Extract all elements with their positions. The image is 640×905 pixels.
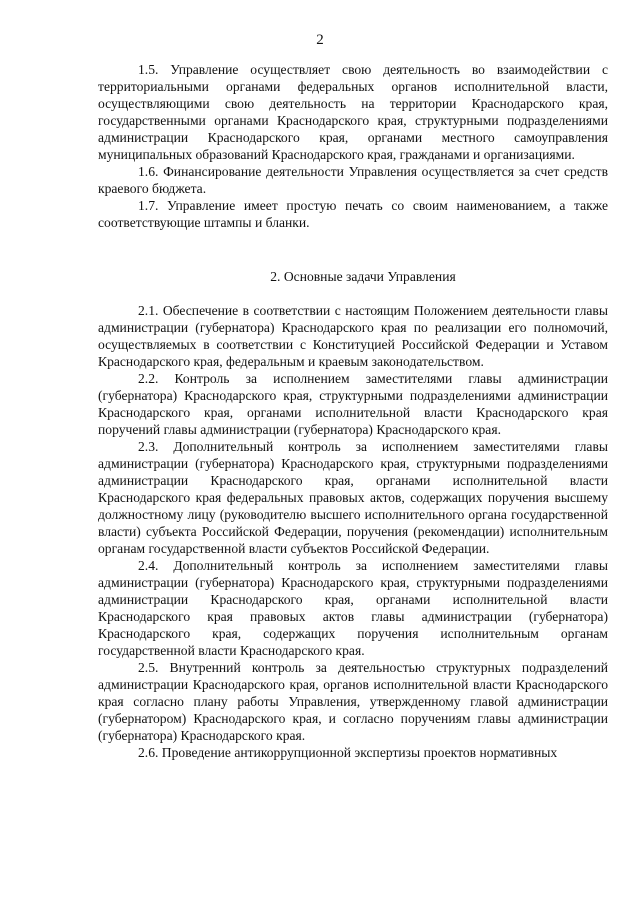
paragraph-1-7: 1.7. Управление имеет простую печать со своим наименованием, а также соответствующие штампы и бланки. — [98, 198, 608, 230]
paragraph-2-6: 2.6. Проведение антикоррупционной экспертизы проектов нормативных — [138, 745, 558, 760]
paragraph-2-2: 2.2. Контроль за исполнением заместителями главы администрации (губернатора) Краснодарского края, структурными подразделениями администрации Краснодарского края, органами исполнительной власти Краснодарского края поручений главы администрации (губернатора) Краснодарского края. — [98, 371, 608, 437]
paragraph-1-6: 1.6. Финансирование деятельности Управления осуществляется за счет средств краевого бюджета. — [98, 164, 608, 196]
section-title: 2. Основные задачи Управления — [270, 269, 456, 284]
document-body — [98, 61, 608, 761]
paragraph-1-5: 1.5. Управление осуществляет свою деятельность во взаимодействии с территориальными органами федеральных органов исполнительной власти, осуществляющими свою деятельность на территории Краснодарского края, государственными органами Краснодарского края, структурными подразделениями администрации Краснодарского края, органами местного самоуправления муниципальных образований Краснодарского края, гражданами и организациями. — [98, 62, 608, 162]
paragraph-2-4: 2.4. Дополнительный контроль за исполнением заместителями главы администрации (губернатора) Краснодарского края, структурными подразделениями администрации Краснодарского края, органами исполнительной власти Краснодарского края правовых актов главы администрации (губернатора) Краснодарского края, содержащих поручения исполнительным органам государственной власти Краснодарского края. — [98, 558, 608, 658]
page-number: 2 — [316, 32, 324, 48]
paragraph-2-3: 2.3. Дополнительный контроль за исполнением заместителями главы администрации (губернатора) Краснодарского края, структурными подразделениями администрации Краснодарского края, органами исполнительной власти Краснодарского края федеральных правовых актов, содержащих поручения высшему должностному лицу (руководителю высшего исполнительного органа государственной власти) субъекта Российской Федерации, поручения (рекомендации) исполнительным органам государственной власти субъектов Российской Федерации. — [98, 439, 608, 556]
paragraph-2-1: 2.1. Обеспечение в соответствии с настоящим Положением деятельности главы администрации (губернатора) Краснодарского края по реализации его полномочий, осуществляемых в соответствии с Конституцией Российской Федерации и Уставом Краснодарского края, федеральным и краевым законодательством. — [98, 303, 608, 369]
paragraph-2-5: 2.5. Внутренний контроль за деятельностью структурных подразделений администрации Краснодарского края, органов исполнительной власти Краснодарского края согласно плану работы Управления, утвержденному главой администрации (губернатором) Краснодарского края, и согласно поручениям главы администрации (губернатора) Краснодарского края. — [98, 660, 608, 743]
